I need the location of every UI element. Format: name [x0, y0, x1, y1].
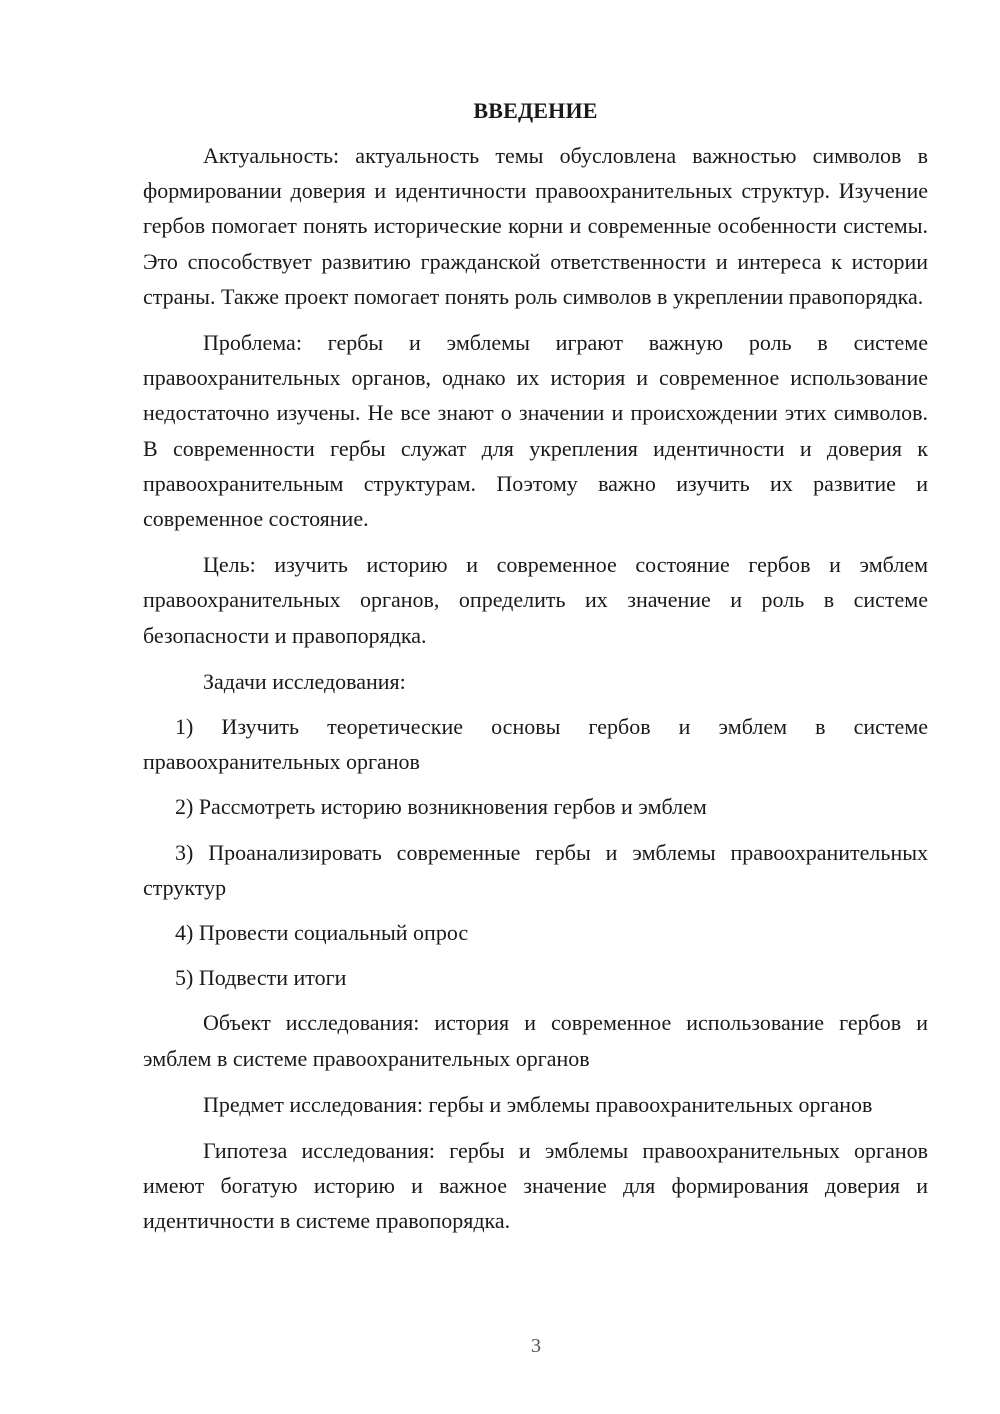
- paragraph-goal: Цель: изучить историю и современное состояние гербов и эмблем правоохранительных органов, определить их значение и роль в системе безопасности и правопорядка.: [143, 552, 928, 648]
- page-number: 3: [531, 1335, 541, 1357]
- paragraph-problem: Проблема: гербы и эмблемы играют важную роль в системе правоохранительных органов, однако их история и современное использование недостаточно изучены. Не все знают о значении и происхождении этих символов. В современности гербы служат для укрепления идентичности и доверия к правоохранительным структурам. Поэтому важно изучить их развитие и современное состояние.: [143, 330, 928, 532]
- paragraph-object: Объект исследования: история и современное использование гербов и эмблем в системе правоохранительных органов: [143, 1010, 928, 1071]
- page-title: ВВЕДЕНИЕ: [473, 98, 598, 123]
- paragraph-hypothesis: Гипотеза исследования: гербы и эмблемы правоохранительных органов имеют богатую историю и важное значение для формирования доверия и идентичности в системе правопорядка.: [143, 1138, 928, 1234]
- document-body: [143, 96, 928, 1250]
- task-item-1: 1) Изучить теоретические основы гербов и эмблем в системе правоохранительных органов: [143, 714, 928, 775]
- task-item-3: 3) Проанализировать современные гербы и эмблемы правоохранительных структур: [143, 839, 928, 900]
- task-item-2: 2) Рассмотреть историю возникновения гербов и эмблем: [175, 794, 707, 820]
- paragraph-subject: Предмет исследования: гербы и эмблемы правоохранительных органов: [203, 1091, 873, 1117]
- task-item-5: 5) Подвести итоги: [175, 965, 347, 991]
- task-item-4: 4) Провести социальный опрос: [175, 920, 469, 946]
- paragraph-relevance: Актуальность: актуальность темы обусловлена важностью символов в формировании доверия и идентичности правоохранительных структур. Изучение гербов помогает понять исторические корни и современные особенности системы. Это способствует развитию гражданской ответственности и интереса к истории страны. Также проект помогает понять роль символов в укреплении правопорядка.: [143, 143, 928, 309]
- tasks-heading: Задачи исследования:: [203, 668, 406, 694]
